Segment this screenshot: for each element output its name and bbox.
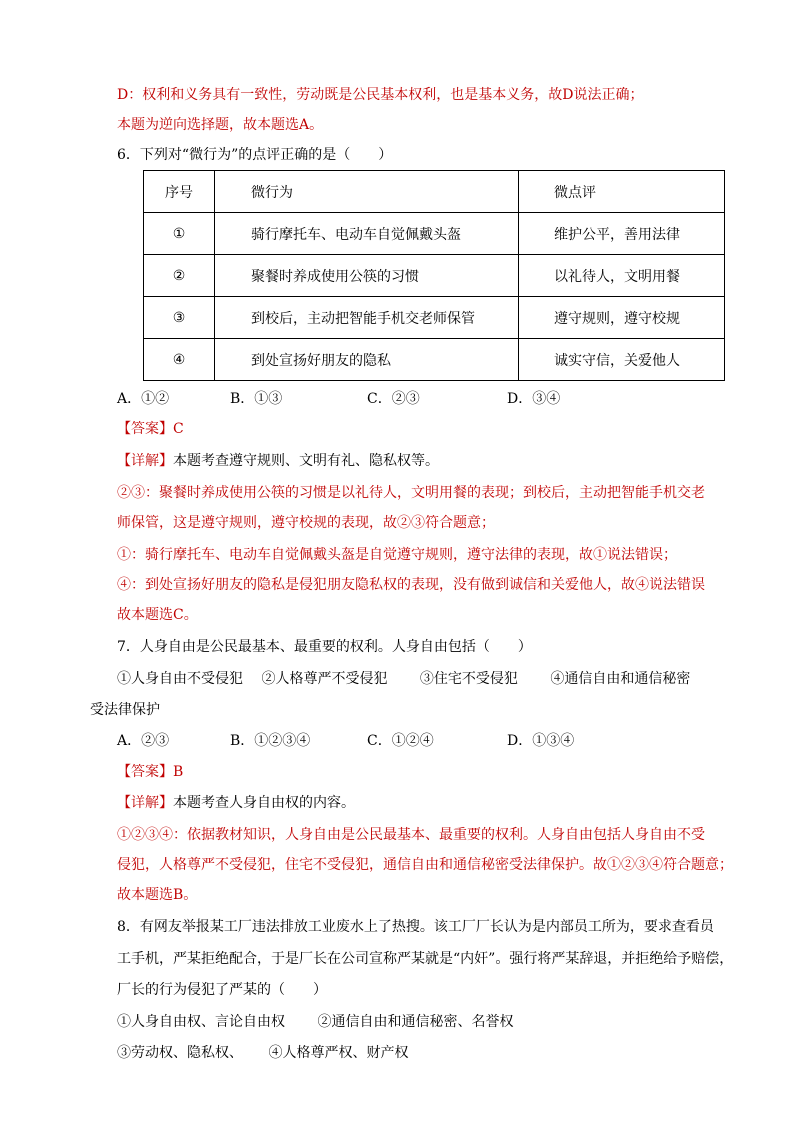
q6-explanation-1b: 师保管，这是遵守规则，遵守校规的表现，故②③符合题意； (117, 515, 495, 531)
detail-tag: 【详解】 (117, 453, 173, 469)
row-index: ① (144, 213, 215, 255)
answer-value: C (173, 421, 184, 437)
answer-tag: 【答案】 (117, 764, 173, 780)
q6-detail (117, 452, 439, 470)
q6-conclusion: 故本题选C。 (117, 607, 198, 623)
table-row (144, 213, 725, 255)
row-index: ② (144, 255, 215, 297)
q7-conclusion: 故本题选B。 (117, 887, 198, 903)
q7-items-a: ①人身自由不受侵犯 ②人格尊严不受侵犯 ③住宅不受侵犯 ④通信自由和通信秘密 (117, 671, 691, 687)
table-row (144, 255, 725, 297)
row-behavior: 到校后，主动把智能手机交老师保管 (215, 297, 519, 339)
q7-detail (117, 794, 355, 812)
detail-text: 本题考查遵守规则、文明有礼、隐私权等。 (173, 453, 439, 469)
q7-option-d: D．①③④ (507, 733, 575, 749)
q6-option-d: D．③④ (507, 391, 561, 407)
q8-items-b: ③劳动权、隐私权、 ④人格尊严权、财产权 (117, 1045, 409, 1061)
q6-option-c: C．②③ (367, 391, 420, 407)
header-index: 序号 (144, 171, 215, 213)
table-row (144, 297, 725, 339)
row-comment: 诚实守信，关爱他人 (519, 339, 725, 381)
answer-value: B (173, 764, 184, 780)
row-comment: 以礼待人，文明用餐 (519, 255, 725, 297)
detail-tag: 【详解】 (117, 795, 173, 811)
q6-explanation-1a: ②③：聚餐时养成使用公筷的习惯是以礼待人，文明用餐的表现；到校后，主动把智能手机交老 (117, 485, 705, 501)
q6-option-b: B．①③ (230, 391, 283, 407)
row-behavior: 聚餐时养成使用公筷的习惯 (215, 255, 519, 297)
row-comment: 遵守规则，遵守校规 (519, 297, 725, 339)
q8-stem-a: 8．有网友举报某工厂违法排放工业废水上了热搜。该工厂厂长认为是内部员工所为，要求查看员 (117, 919, 714, 935)
q7-explanation-1b: 侵犯，人格尊严不受侵犯，住宅不受侵犯，通信自由和通信秘密受法律保护。故①②③④符合题意； (117, 857, 733, 873)
row-index: ④ (144, 339, 215, 381)
q7-option-a: A．②③ (117, 733, 170, 749)
row-behavior: 到处宣扬好朋友的隐私 (215, 339, 519, 381)
header-behavior: 微行为 (215, 171, 519, 213)
table-header-row (144, 171, 725, 213)
q6-explanation-3: ④：到处宣扬好朋友的隐私是侵犯朋友隐私权的表现，没有做到诚信和关爱他人，故④说法错误 (117, 577, 705, 593)
q6-explanation-2: ①：骑行摩托车、电动车自觉佩戴头盔是自觉遵守规则，遵守法律的表现，故①说法错误； (117, 547, 677, 563)
q7-option-b: B．①②③④ (230, 733, 311, 749)
q7-stem: 7．人身自由是公民最基本、最重要的权利。人身自由包括（ ） (117, 639, 532, 655)
answer-tag: 【答案】 (117, 421, 173, 437)
q6-stem: 6．下列对“微行为”的点评正确的是（ ） (117, 147, 393, 163)
row-behavior: 骑行摩托车、电动车自觉佩戴头盔 (215, 213, 519, 255)
q8-stem-c: 厂长的行为侵犯了严某的（ ） (117, 982, 327, 998)
q6-table (143, 170, 725, 381)
row-index: ③ (144, 297, 215, 339)
q8-items-a: ①人身自由权、言论自由权 ②通信自由和通信秘密、名誉权 (117, 1014, 514, 1030)
q7-explanation-1a: ①②③④：依据教材知识，人身自由是公民最基本、最重要的权利。人身自由包括人身自由不受 (117, 827, 705, 843)
header-comment: 微点评 (519, 171, 725, 213)
q7-option-c: C．①②④ (367, 733, 434, 749)
q6-answer (117, 420, 184, 438)
option-d-explanation: D：权利和义务具有一致性，劳动既是公民基本权利，也是基本义务，故D说法正确； (117, 87, 644, 103)
table-row (144, 339, 725, 381)
q7-answer (117, 763, 183, 781)
detail-text: 本题考查人身自由权的内容。 (173, 795, 355, 811)
q5-conclusion: 本题为逆向选择题，故本题选A。 (117, 117, 324, 133)
q8-stem-b: 工手机，严某拒绝配合，于是厂长在公司宣称严某就是“内奸”。强行将严某辞退，并拒绝给予赔偿， (117, 951, 734, 967)
q6-option-a: A．①② (117, 391, 170, 407)
row-comment: 维护公平，善用法律 (519, 213, 725, 255)
q7-items-b: 受法律保护 (90, 702, 160, 718)
